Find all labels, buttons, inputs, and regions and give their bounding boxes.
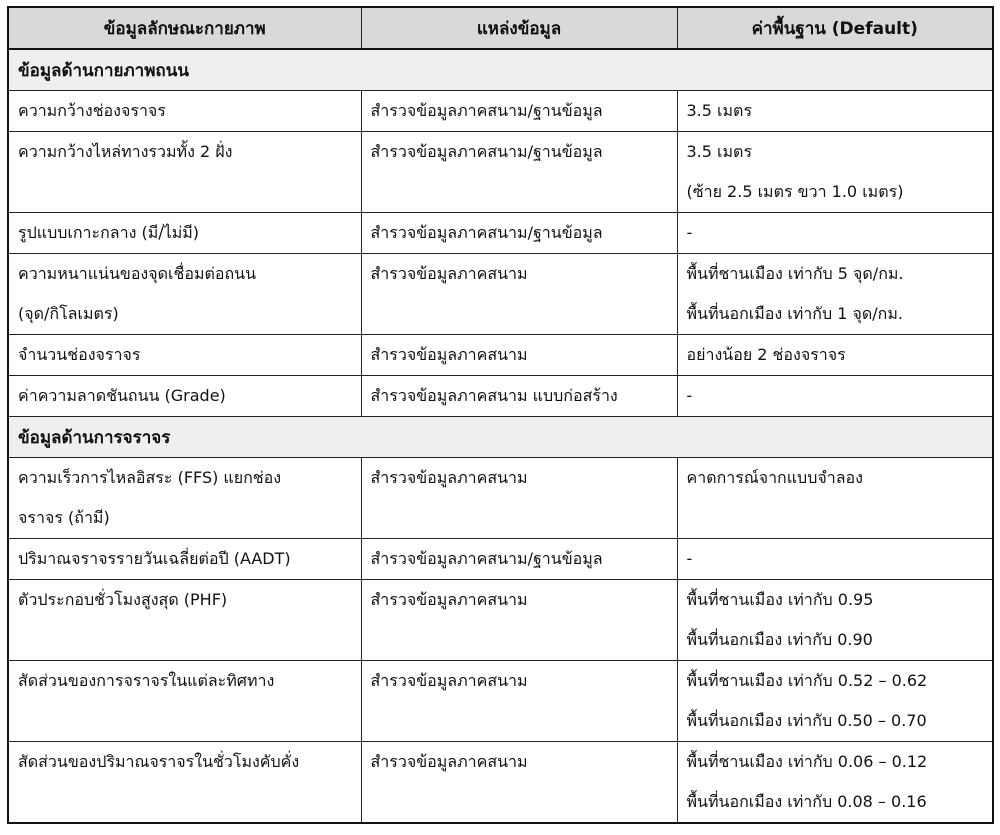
source-cell <box>361 580 677 661</box>
source-cell <box>361 335 677 376</box>
attribute-cell <box>8 580 361 661</box>
attribute-cell <box>8 91 361 132</box>
table-header-row <box>8 7 993 49</box>
cell-text-line: คาดการณ์จากแบบจำลอง <box>686 468 863 487</box>
default-cell <box>677 376 993 417</box>
source-cell <box>361 91 677 132</box>
cell-text-line: สำรวจข้อมูลภาคสนาม <box>370 345 528 364</box>
attribute-cell <box>8 254 361 335</box>
attribute-cell <box>8 661 361 742</box>
default-cell <box>677 254 993 335</box>
cell-text-line: สำรวจข้อมูลภาคสนาม/ฐานข้อมูล <box>370 101 603 120</box>
cell-text-line: สำรวจข้อมูลภาคสนาม <box>370 671 528 690</box>
cell-text-line: รูปแบบเกาะกลาง (มี/ไม่มี) <box>18 223 200 242</box>
table-row <box>8 376 993 417</box>
source-cell <box>361 539 677 580</box>
cell-text-line: ปริมาณจราจรรายวันเฉลี่ยต่อปี (AADT) <box>18 549 291 568</box>
attribute-cell <box>8 376 361 417</box>
section-title: ข้อมูลด้านการจราจร <box>8 417 993 458</box>
default-cell <box>677 91 993 132</box>
attribute-cell <box>8 335 361 376</box>
cell-text-line: ความหนาแน่นของจุดเชื่อมต่อถนน <box>18 264 257 283</box>
cell-text-line: 3.5 เมตร <box>686 142 753 161</box>
source-cell <box>361 742 677 824</box>
cell-text-line: สำรวจข้อมูลภาคสนาม/ฐานข้อมูล <box>370 549 603 568</box>
attribute-cell <box>8 132 361 213</box>
cell-text-line: - <box>686 549 693 568</box>
source-cell <box>361 376 677 417</box>
cell-text-line: สำรวจข้อมูลภาคสนาม <box>370 468 528 487</box>
section-header-row <box>8 49 993 91</box>
cell-text-line: สำรวจข้อมูลภาคสนาม/ฐานข้อมูล <box>370 223 603 242</box>
section-header-row <box>8 417 993 458</box>
table-row <box>8 91 993 132</box>
cell-text-line: อย่างน้อย 2 ช่องจราจร <box>686 345 846 364</box>
cell-text-line: สำรวจข้อมูลภาคสนาม แบบก่อสร้าง <box>370 386 618 405</box>
default-cell <box>677 458 993 539</box>
table-row <box>8 580 993 661</box>
attribute-cell <box>8 213 361 254</box>
table-row <box>8 661 993 742</box>
section-title: ข้อมูลด้านกายภาพถนน <box>8 49 993 91</box>
table-row <box>8 458 993 539</box>
cell-text-line: ความเร็วการไหลอิสระ (FFS) แยกช่อง <box>18 468 282 487</box>
source-cell <box>361 132 677 213</box>
cell-text-line: จราจร (ถ้ามี) <box>18 508 110 527</box>
cell-text-line: พื้นที่ชานเมือง เท่ากับ 0.95 <box>686 590 874 609</box>
attribute-cell <box>8 539 361 580</box>
header-default-value: ค่าพื้นฐาน (Default) <box>677 7 993 49</box>
default-cell <box>677 742 993 824</box>
cell-text-line: พื้นที่นอกเมือง เท่ากับ 1 จุด/กม. <box>686 304 903 323</box>
road-data-table <box>7 6 994 824</box>
default-cell <box>677 661 993 742</box>
cell-text-line: สำรวจข้อมูลภาคสนาม/ฐานข้อมูล <box>370 142 603 161</box>
default-cell <box>677 539 993 580</box>
cell-text-line: ความกว้างไหล่ทางรวมทั้ง 2 ฝั่ง <box>18 142 233 161</box>
default-cell <box>677 213 993 254</box>
cell-text-line: สำรวจข้อมูลภาคสนาม <box>370 590 528 609</box>
default-cell <box>677 132 993 213</box>
cell-text-line: ตัวประกอบชั่วโมงสูงสุด (PHF) <box>18 590 228 609</box>
cell-text-line: สัดส่วนของการจราจรในแต่ละทิศทาง <box>18 671 275 690</box>
cell-text-line: - <box>686 386 693 405</box>
table-row <box>8 132 993 213</box>
cell-text-line: พื้นที่ชานเมือง เท่ากับ 0.06 – 0.12 <box>686 752 928 771</box>
cell-text-line: พื้นที่นอกเมือง เท่ากับ 0.50 – 0.70 <box>686 711 927 730</box>
table-row <box>8 254 993 335</box>
cell-text-line: (ซ้าย 2.5 เมตร ขวา 1.0 เมตร) <box>686 182 904 201</box>
cell-text-line: (จุด/กิโลเมตร) <box>18 304 119 323</box>
table-body <box>8 49 993 823</box>
table-row <box>8 213 993 254</box>
cell-text-line: ค่าความลาดชันถนน (Grade) <box>18 386 226 405</box>
table-row <box>8 742 993 824</box>
default-cell <box>677 335 993 376</box>
attribute-cell <box>8 742 361 824</box>
cell-text-line: สำรวจข้อมูลภาคสนาม <box>370 752 528 771</box>
source-cell <box>361 661 677 742</box>
header-physical-attribute: ข้อมูลลักษณะกายภาพ <box>8 7 361 49</box>
attribute-cell <box>8 458 361 539</box>
cell-text-line: 3.5 เมตร <box>686 101 753 120</box>
source-cell <box>361 458 677 539</box>
cell-text-line: สัดส่วนของปริมาณจราจรในชั่วโมงคับคั่ง <box>18 752 300 771</box>
cropped-text-bottom <box>0 829 1000 835</box>
cell-text-line: ความกว้างช่องจราจร <box>18 101 166 120</box>
cell-text-line: - <box>686 223 693 242</box>
cell-text-line: พื้นที่นอกเมือง เท่ากับ 0.90 <box>686 630 873 649</box>
default-cell <box>677 580 993 661</box>
header-data-source: แหล่งข้อมูล <box>361 7 677 49</box>
cell-text-line: พื้นที่ชานเมือง เท่ากับ 0.52 – 0.62 <box>686 671 928 690</box>
source-cell <box>361 213 677 254</box>
table-row <box>8 539 993 580</box>
source-cell <box>361 254 677 335</box>
cell-text-line: พื้นที่นอกเมือง เท่ากับ 0.08 – 0.16 <box>686 792 927 811</box>
table-row <box>8 335 993 376</box>
cell-text-line: พื้นที่ชานเมือง เท่ากับ 5 จุด/กม. <box>686 264 904 283</box>
cell-text-line: จำนวนช่องจราจร <box>18 345 141 364</box>
cell-text-line: สำรวจข้อมูลภาคสนาม <box>370 264 528 283</box>
